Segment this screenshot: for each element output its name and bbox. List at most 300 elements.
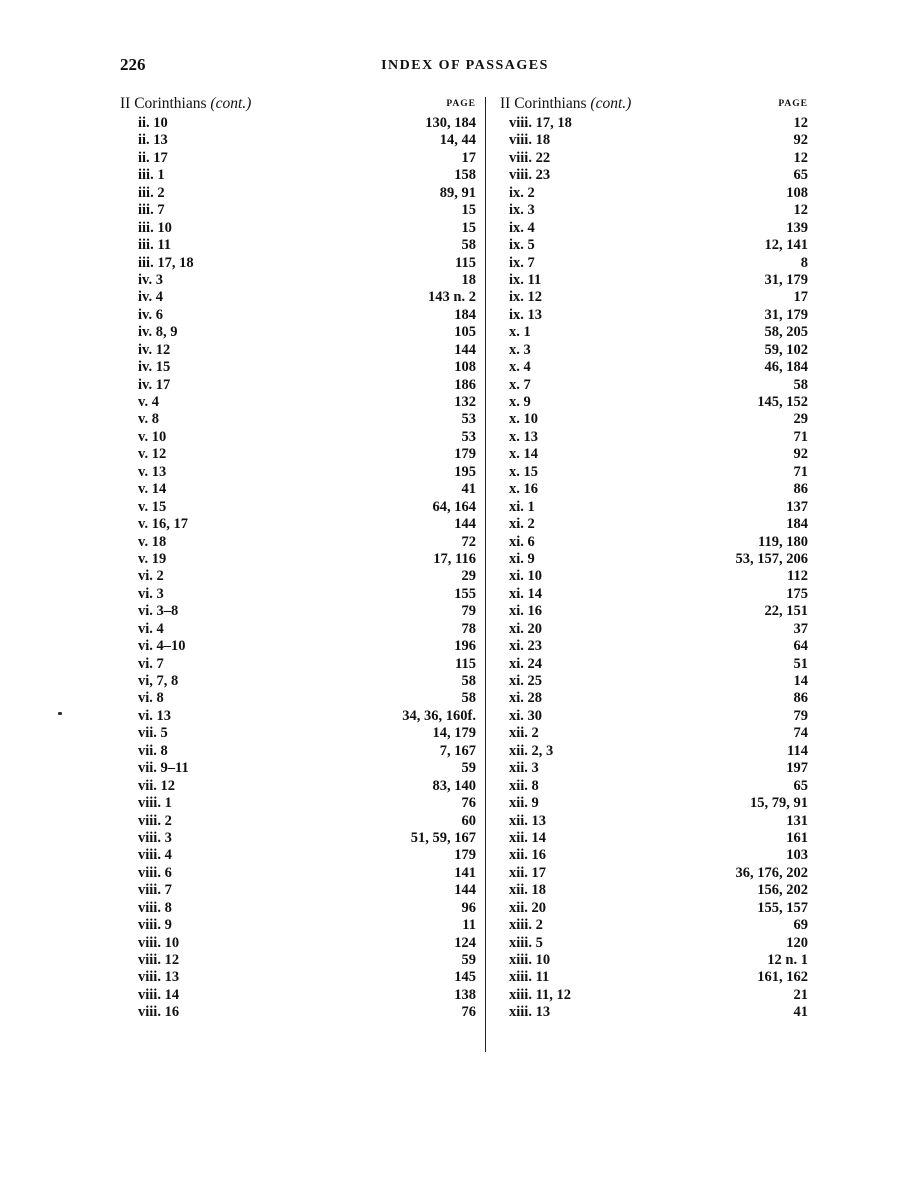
index-entry xyxy=(500,987,808,1004)
page-references: 53 xyxy=(461,411,476,428)
index-entry xyxy=(500,220,808,237)
passage-reference: xii. 8 xyxy=(509,777,539,794)
passage-reference: ii. 10 xyxy=(138,115,168,131)
index-entry xyxy=(120,952,476,969)
passage-reference: xii. 9 xyxy=(509,795,539,812)
left-column-title xyxy=(120,95,251,113)
page-references: 64 xyxy=(793,638,808,655)
index-entry xyxy=(500,324,808,341)
passage-reference: ix. 13 xyxy=(509,306,543,323)
passage-reference: iii. 2 xyxy=(138,184,165,201)
passage-reference: vi, 7, 8 xyxy=(138,673,179,689)
index-entry xyxy=(500,673,808,690)
passage-reference: iv. 3 xyxy=(138,271,163,288)
page-references: 71 xyxy=(793,463,808,480)
passage-reference: vi. 13 xyxy=(138,707,172,724)
page-references: 186 xyxy=(454,376,476,393)
page-references: 175 xyxy=(786,585,808,602)
passage-reference: xi. 6 xyxy=(509,533,535,550)
index-entry xyxy=(500,272,808,289)
passage-reference: xii. 14 xyxy=(509,829,547,846)
page-references: 155 xyxy=(454,585,476,602)
index-entry xyxy=(500,760,808,777)
index-entry xyxy=(500,1004,808,1021)
column-divider xyxy=(485,97,486,1052)
passage-reference: x. 7 xyxy=(509,376,531,393)
index-entry xyxy=(120,638,476,655)
page-references: 197 xyxy=(786,760,808,777)
passage-reference: xii. 2, 3 xyxy=(509,742,554,759)
passage-reference: ii. 13 xyxy=(138,132,168,149)
page-references: 21 xyxy=(793,986,808,1003)
passage-reference: viii. 14 xyxy=(138,986,180,1003)
page-references: 22, 151 xyxy=(764,603,808,620)
passage-reference: vii. 12 xyxy=(138,777,176,794)
right-column-continued: (cont.) xyxy=(590,95,632,112)
page-references: 119, 180 xyxy=(758,533,808,550)
index-entry xyxy=(500,813,808,830)
running-head: INDEX OF PASSAGES xyxy=(381,58,549,73)
page-references: 15 xyxy=(461,202,476,219)
passage-reference: viii. 13 xyxy=(138,969,180,986)
page-references: 86 xyxy=(793,690,808,707)
index-entry xyxy=(120,307,476,324)
index-entry xyxy=(500,132,808,149)
page-references: 184 xyxy=(786,516,808,533)
page-references: 15, 79, 91 xyxy=(750,795,808,812)
index-entry xyxy=(500,830,808,847)
index-entry xyxy=(500,377,808,394)
passage-reference: xiii. 10 xyxy=(509,952,551,968)
page-references: 58 xyxy=(461,673,476,689)
page-references: 18 xyxy=(461,271,476,288)
page-references: 59 xyxy=(461,760,476,777)
page-references: 141 xyxy=(454,864,476,881)
page-references: 31, 179 xyxy=(764,271,808,288)
page-references: 17 xyxy=(461,149,476,166)
passage-reference: iv. 15 xyxy=(138,359,171,376)
page-references: 158 xyxy=(454,167,476,184)
page-references: 64, 164 xyxy=(432,498,476,515)
passage-reference: xi. 20 xyxy=(509,620,543,637)
index-entry xyxy=(500,237,808,254)
index-entry xyxy=(500,586,808,603)
passage-reference: v. 4 xyxy=(138,394,159,410)
passage-reference: iii. 11 xyxy=(138,237,172,254)
passage-reference: iii. 17, 18 xyxy=(138,254,194,271)
passage-reference: vi. 2 xyxy=(138,568,164,585)
right-page-label: PAGE xyxy=(778,99,808,109)
passage-reference: xii. 20 xyxy=(509,899,547,916)
page-references: 179 xyxy=(454,847,476,864)
index-entry xyxy=(500,551,808,568)
index-entry xyxy=(120,220,476,237)
index-entry xyxy=(500,289,808,306)
page-references: 51 xyxy=(793,655,808,672)
passage-reference: viii. 16 xyxy=(138,1004,180,1021)
passage-reference: v. 16, 17 xyxy=(138,516,188,533)
index-entry xyxy=(120,743,476,760)
passage-reference: iv. 4 xyxy=(138,289,163,306)
page-references: 130, 184 xyxy=(425,115,476,131)
page-references: 69 xyxy=(793,917,808,934)
passage-reference: xiii. 11, 12 xyxy=(509,986,572,1003)
page-references: 108 xyxy=(454,359,476,376)
passage-reference: xii. 16 xyxy=(509,847,547,864)
index-entry xyxy=(120,708,476,725)
passage-reference: iii. 10 xyxy=(138,219,172,236)
index-entry xyxy=(120,551,476,568)
index-entry xyxy=(120,795,476,812)
index-entry xyxy=(500,342,808,359)
index-entry xyxy=(120,621,476,638)
passage-reference: vi. 4 xyxy=(138,620,164,637)
passage-reference: vii. 8 xyxy=(138,742,168,759)
page-references: 65 xyxy=(793,777,808,794)
page-references: 144 xyxy=(454,341,476,358)
passage-reference: xi. 16 xyxy=(509,603,543,620)
index-entry xyxy=(120,603,476,620)
page-references: 41 xyxy=(793,1004,808,1021)
index-entry xyxy=(120,411,476,428)
passage-reference: x. 16 xyxy=(509,481,538,498)
passage-reference: xiii. 11 xyxy=(509,969,550,986)
passage-reference: iv. 8, 9 xyxy=(138,324,178,341)
page-references: 17 xyxy=(793,289,808,306)
passage-reference: viii. 9 xyxy=(138,917,172,934)
page-references: 155, 157 xyxy=(757,899,808,916)
index-entry xyxy=(120,132,476,149)
index-entry xyxy=(500,690,808,707)
page-references: 53, 157, 206 xyxy=(735,550,808,567)
passage-reference: xi. 14 xyxy=(509,585,543,602)
index-entry xyxy=(500,743,808,760)
index-entry xyxy=(500,847,808,864)
passage-reference: vi. 7 xyxy=(138,655,164,672)
passage-reference: viii. 17, 18 xyxy=(509,115,572,131)
page-references: 86 xyxy=(793,481,808,498)
index-entry xyxy=(120,760,476,777)
index-entry xyxy=(120,969,476,986)
passage-reference: v. 10 xyxy=(138,428,167,445)
passage-reference: viii. 7 xyxy=(138,882,172,899)
passage-reference: xi. 28 xyxy=(509,690,543,707)
index-entry xyxy=(120,185,476,202)
index-entry xyxy=(500,952,808,969)
passage-reference: ix. 4 xyxy=(509,219,535,236)
page-references: 12 xyxy=(793,115,808,131)
index-entry xyxy=(500,969,808,986)
passage-reference: v. 15 xyxy=(138,498,167,515)
stray-ink-mark xyxy=(58,712,62,715)
index-entry xyxy=(500,882,808,899)
index-entry xyxy=(500,446,808,463)
passage-reference: iii. 1 xyxy=(138,167,165,184)
index-entry xyxy=(500,795,808,812)
passage-reference: xi. 30 xyxy=(509,707,543,724)
right-index-list xyxy=(500,115,808,1022)
index-entry xyxy=(500,255,808,272)
passage-reference: viii. 22 xyxy=(509,149,551,166)
passage-reference: x. 14 xyxy=(509,446,538,463)
passage-reference: x. 15 xyxy=(509,463,538,480)
page-references: 120 xyxy=(786,934,808,951)
page-references: 143 n. 2 xyxy=(428,289,476,306)
index-entry xyxy=(500,115,808,132)
passage-reference: xii. 2 xyxy=(509,725,539,742)
passage-reference: vi. 3 xyxy=(138,585,164,602)
passage-reference: ix. 3 xyxy=(509,202,535,219)
page-references: 14, 44 xyxy=(439,132,476,149)
passage-reference: x. 9 xyxy=(509,394,531,410)
passage-reference: iv. 6 xyxy=(138,306,163,323)
passage-reference: v. 14 xyxy=(138,481,167,498)
page-references: 36, 176, 202 xyxy=(735,864,808,881)
page-references: 184 xyxy=(454,306,476,323)
index-entry xyxy=(500,725,808,742)
page-references: 37 xyxy=(793,620,808,637)
index-entry xyxy=(120,830,476,847)
index-entry xyxy=(120,394,476,411)
page-references: 58, 205 xyxy=(764,324,808,341)
page-references: 58 xyxy=(793,376,808,393)
index-entry xyxy=(500,499,808,516)
index-entry xyxy=(120,359,476,376)
index-entry xyxy=(500,708,808,725)
page-references: 112 xyxy=(787,568,808,585)
index-entry xyxy=(120,847,476,864)
index-entry xyxy=(120,656,476,673)
page-references: 12 xyxy=(793,202,808,219)
passage-reference: viii. 4 xyxy=(138,847,172,864)
right-column-header xyxy=(500,95,808,115)
page-references: 103 xyxy=(786,847,808,864)
page-references: 179 xyxy=(454,446,476,463)
index-entry xyxy=(120,429,476,446)
index-entry xyxy=(500,185,808,202)
index-entry xyxy=(120,690,476,707)
passage-reference: v. 13 xyxy=(138,463,167,480)
page-references: 124 xyxy=(454,934,476,951)
left-column xyxy=(120,95,476,1022)
page-references: 195 xyxy=(454,463,476,480)
page-references: 145, 152 xyxy=(757,394,808,410)
passage-reference: v. 18 xyxy=(138,533,167,550)
page-references: 196 xyxy=(454,638,476,655)
index-entry xyxy=(500,429,808,446)
passage-reference: viii. 12 xyxy=(138,952,180,968)
index-entry xyxy=(120,499,476,516)
page-references: 29 xyxy=(793,411,808,428)
page-references: 161 xyxy=(786,829,808,846)
index-entry xyxy=(500,167,808,184)
index-entry xyxy=(500,603,808,620)
index-entry xyxy=(500,411,808,428)
index-entry xyxy=(120,987,476,1004)
index-entry xyxy=(500,900,808,917)
passage-reference: xi. 9 xyxy=(509,550,535,567)
passage-reference: ii. 17 xyxy=(138,149,168,166)
page-references: 76 xyxy=(461,795,476,812)
page-references: 58 xyxy=(461,237,476,254)
page-references: 17, 116 xyxy=(433,550,476,567)
left-index-list xyxy=(120,115,476,1022)
passage-reference: xii. 3 xyxy=(509,760,539,777)
passage-reference: ix. 11 xyxy=(509,271,542,288)
index-entry xyxy=(120,481,476,498)
passage-reference: v. 12 xyxy=(138,446,167,463)
page-references: 145 xyxy=(454,969,476,986)
index-entry xyxy=(120,534,476,551)
page-references: 14, 179 xyxy=(432,725,476,742)
passage-reference: xiii. 13 xyxy=(509,1004,551,1021)
index-entry xyxy=(120,516,476,533)
index-entry xyxy=(120,255,476,272)
page-references: 74 xyxy=(793,725,808,742)
passage-reference: iv. 17 xyxy=(138,376,171,393)
index-entry xyxy=(500,638,808,655)
page-references: 46, 184 xyxy=(764,359,808,376)
passage-reference: x. 4 xyxy=(509,359,531,376)
passage-reference: vi. 8 xyxy=(138,690,164,707)
page-references: 92 xyxy=(793,446,808,463)
page-references: 79 xyxy=(461,603,476,620)
page-references: 92 xyxy=(793,132,808,149)
index-entry xyxy=(120,935,476,952)
index-entry xyxy=(500,534,808,551)
page-references: 71 xyxy=(793,428,808,445)
index-entry xyxy=(120,272,476,289)
passage-reference: xi. 10 xyxy=(509,568,543,585)
page-references: 114 xyxy=(787,742,808,759)
page-references: 89, 91 xyxy=(439,184,476,201)
index-entry xyxy=(500,202,808,219)
passage-reference: xi. 23 xyxy=(509,638,543,655)
page-references: 29 xyxy=(461,568,476,585)
index-entry xyxy=(500,464,808,481)
page-references: 72 xyxy=(461,533,476,550)
page-references: 132 xyxy=(454,394,476,410)
page-references: 31, 179 xyxy=(764,306,808,323)
index-entry xyxy=(500,778,808,795)
page-references: 8 xyxy=(800,254,808,271)
index-entry xyxy=(120,917,476,934)
page-references: 96 xyxy=(461,899,476,916)
index-entry xyxy=(120,586,476,603)
page-references: 161, 162 xyxy=(757,969,808,986)
page-references: 53 xyxy=(461,428,476,445)
index-entry xyxy=(120,464,476,481)
page-references: 115 xyxy=(455,254,476,271)
page-references: 78 xyxy=(461,620,476,637)
index-entry xyxy=(120,813,476,830)
index-entry xyxy=(500,516,808,533)
passage-reference: x. 10 xyxy=(509,411,538,428)
index-entry xyxy=(120,865,476,882)
passage-reference: viii. 18 xyxy=(509,132,551,149)
index-entry xyxy=(500,568,808,585)
passage-reference: xi. 1 xyxy=(509,498,535,515)
page-references: 60 xyxy=(461,812,476,829)
passage-reference: xiii. 2 xyxy=(509,917,543,934)
index-entry xyxy=(120,568,476,585)
left-column-continued: (cont.) xyxy=(210,95,252,112)
index-entry xyxy=(500,935,808,952)
index-entry xyxy=(120,377,476,394)
left-page-label: PAGE xyxy=(446,99,476,109)
page-references: 79 xyxy=(793,707,808,724)
index-entry xyxy=(500,865,808,882)
page-references: 108 xyxy=(786,184,808,201)
passage-reference: xii. 13 xyxy=(509,812,547,829)
passage-reference: viii. 8 xyxy=(138,899,172,916)
index-entry xyxy=(120,115,476,132)
index-entry xyxy=(500,150,808,167)
page-references: 15 xyxy=(461,219,476,236)
right-column xyxy=(500,95,808,1022)
page-references: 138 xyxy=(454,986,476,1003)
passage-reference: xii. 18 xyxy=(509,882,547,899)
index-entry xyxy=(120,237,476,254)
passage-reference: ix. 12 xyxy=(509,289,543,306)
page-references: 51, 59, 167 xyxy=(410,829,476,846)
page-references: 131 xyxy=(786,812,808,829)
passage-reference: xi. 24 xyxy=(509,655,543,672)
index-entry xyxy=(120,725,476,742)
page-references: 115 xyxy=(455,655,476,672)
index-entry xyxy=(120,446,476,463)
passage-reference: viii. 3 xyxy=(138,829,172,846)
right-column-title xyxy=(500,95,631,113)
page-references: 58 xyxy=(461,690,476,707)
passage-reference: vii. 9–11 xyxy=(138,760,189,777)
passage-reference: ix. 5 xyxy=(509,237,535,254)
page-references: 12 n. 1 xyxy=(767,952,808,968)
page-references: 41 xyxy=(461,481,476,498)
page-references: 83, 140 xyxy=(432,777,476,794)
page-references: 11 xyxy=(462,917,476,934)
page-references: 7, 167 xyxy=(439,742,476,759)
passage-reference: x. 1 xyxy=(509,324,531,341)
passage-reference: ix. 2 xyxy=(509,184,535,201)
index-entry xyxy=(120,324,476,341)
index-entry xyxy=(120,342,476,359)
page-references: 12, 141 xyxy=(764,237,808,254)
index-entry xyxy=(120,1004,476,1021)
page-references: 34, 36, 160f. xyxy=(402,707,476,724)
index-entry xyxy=(120,150,476,167)
passage-reference: xiii. 5 xyxy=(509,934,543,951)
passage-reference: vii. 5 xyxy=(138,725,168,742)
index-entry xyxy=(120,900,476,917)
page-number: 226 xyxy=(120,55,146,74)
index-entry xyxy=(500,359,808,376)
index-entry xyxy=(120,289,476,306)
index-entry xyxy=(120,167,476,184)
page-references: 156, 202 xyxy=(757,882,808,899)
right-column-book: II Corinthians xyxy=(500,95,587,112)
passage-reference: viii. 10 xyxy=(138,934,180,951)
passage-reference: xii. 17 xyxy=(509,864,547,881)
index-entry xyxy=(500,917,808,934)
passage-reference: xi. 25 xyxy=(509,673,543,689)
passage-reference: xi. 2 xyxy=(509,516,535,533)
passage-reference: vi. 4–10 xyxy=(138,638,186,655)
passage-reference: viii. 6 xyxy=(138,864,172,881)
index-entry xyxy=(120,673,476,690)
index-entry xyxy=(500,307,808,324)
passage-reference: iv. 12 xyxy=(138,341,171,358)
